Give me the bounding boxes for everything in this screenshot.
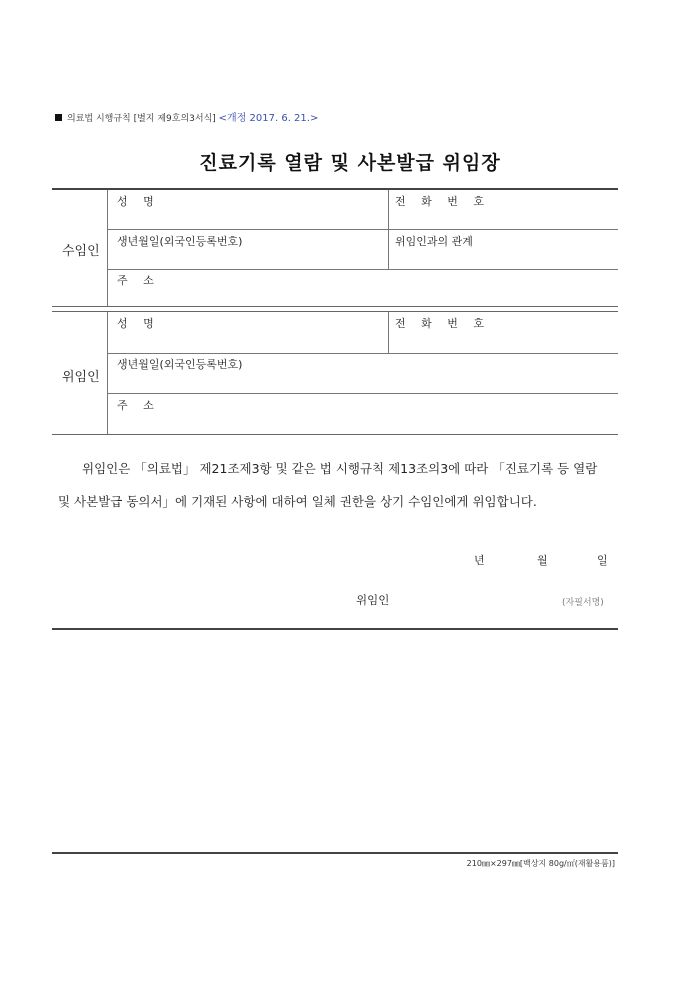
delegator-address-field[interactable]: 주 소 (117, 399, 160, 412)
recipient-name-field[interactable]: 성 명 (117, 195, 160, 208)
recipient-row-divider-1 (107, 229, 618, 230)
form-reference-text: 의료법 시행규칙 [별지 제9호의3서식] (67, 114, 216, 124)
recipient-row-divider-2 (107, 269, 618, 270)
statement-line-1: 위임인은 「의료법」 제21조제3항 및 같은 법 시행규칙 제13조의3에 따라 「진료기록 등 열람 (82, 461, 598, 476)
form-reference (55, 109, 318, 124)
recipient-col-divider (388, 190, 389, 270)
delegator-row-divider-1 (107, 353, 618, 354)
date-year[interactable]: 년 (474, 554, 485, 567)
recipient-birth-field[interactable]: 생년월일(외국인등록번호) (117, 235, 243, 248)
signature-note[interactable]: (자필서명) (562, 598, 604, 608)
date-month[interactable]: 월 (537, 554, 548, 567)
signature-label: 위임인 (356, 593, 390, 607)
recipient-role-divider (107, 190, 108, 307)
square-bullet-icon (55, 114, 62, 121)
date-day[interactable]: 일 (597, 554, 608, 567)
footer-rule (52, 852, 618, 854)
delegator-birth-field[interactable]: 생년월일(외국인등록번호) (117, 358, 243, 371)
recipient-address-field[interactable]: 주 소 (117, 274, 160, 287)
recipient-relation-field[interactable]: 위임인과의 관계 (395, 235, 473, 248)
recipient-phone-field[interactable]: 전 화 번 호 (395, 195, 490, 208)
delegator-top-border (52, 311, 618, 312)
statement-line-2: 및 사본발급 동의서」에 기재된 사항에 대하여 일체 권한을 상기 수임인에게 위임합니다. (58, 494, 537, 509)
delegator-name-field[interactable]: 성 명 (117, 317, 160, 330)
recipient-bottom-border (52, 306, 618, 307)
delegator-phone-field[interactable]: 전 화 번 호 (395, 317, 490, 330)
revision-date: <개정 2017. 6. 21.> (218, 113, 319, 124)
recipient-top-border (52, 188, 618, 190)
form-bottom-border (52, 628, 618, 630)
delegator-role-label: 위임인 (62, 370, 100, 385)
paper-spec: 210㎜×297㎜[백상지 80g/㎡(재활용품)] (466, 859, 615, 868)
recipient-role-label: 수임인 (62, 244, 100, 259)
page-title: 진료기록 열람 및 사본발급 위임장 (199, 152, 501, 174)
delegator-role-divider (107, 312, 108, 435)
delegator-col-divider (388, 312, 389, 354)
delegator-row-divider-2 (107, 393, 618, 394)
delegator-bottom-border (52, 434, 618, 435)
